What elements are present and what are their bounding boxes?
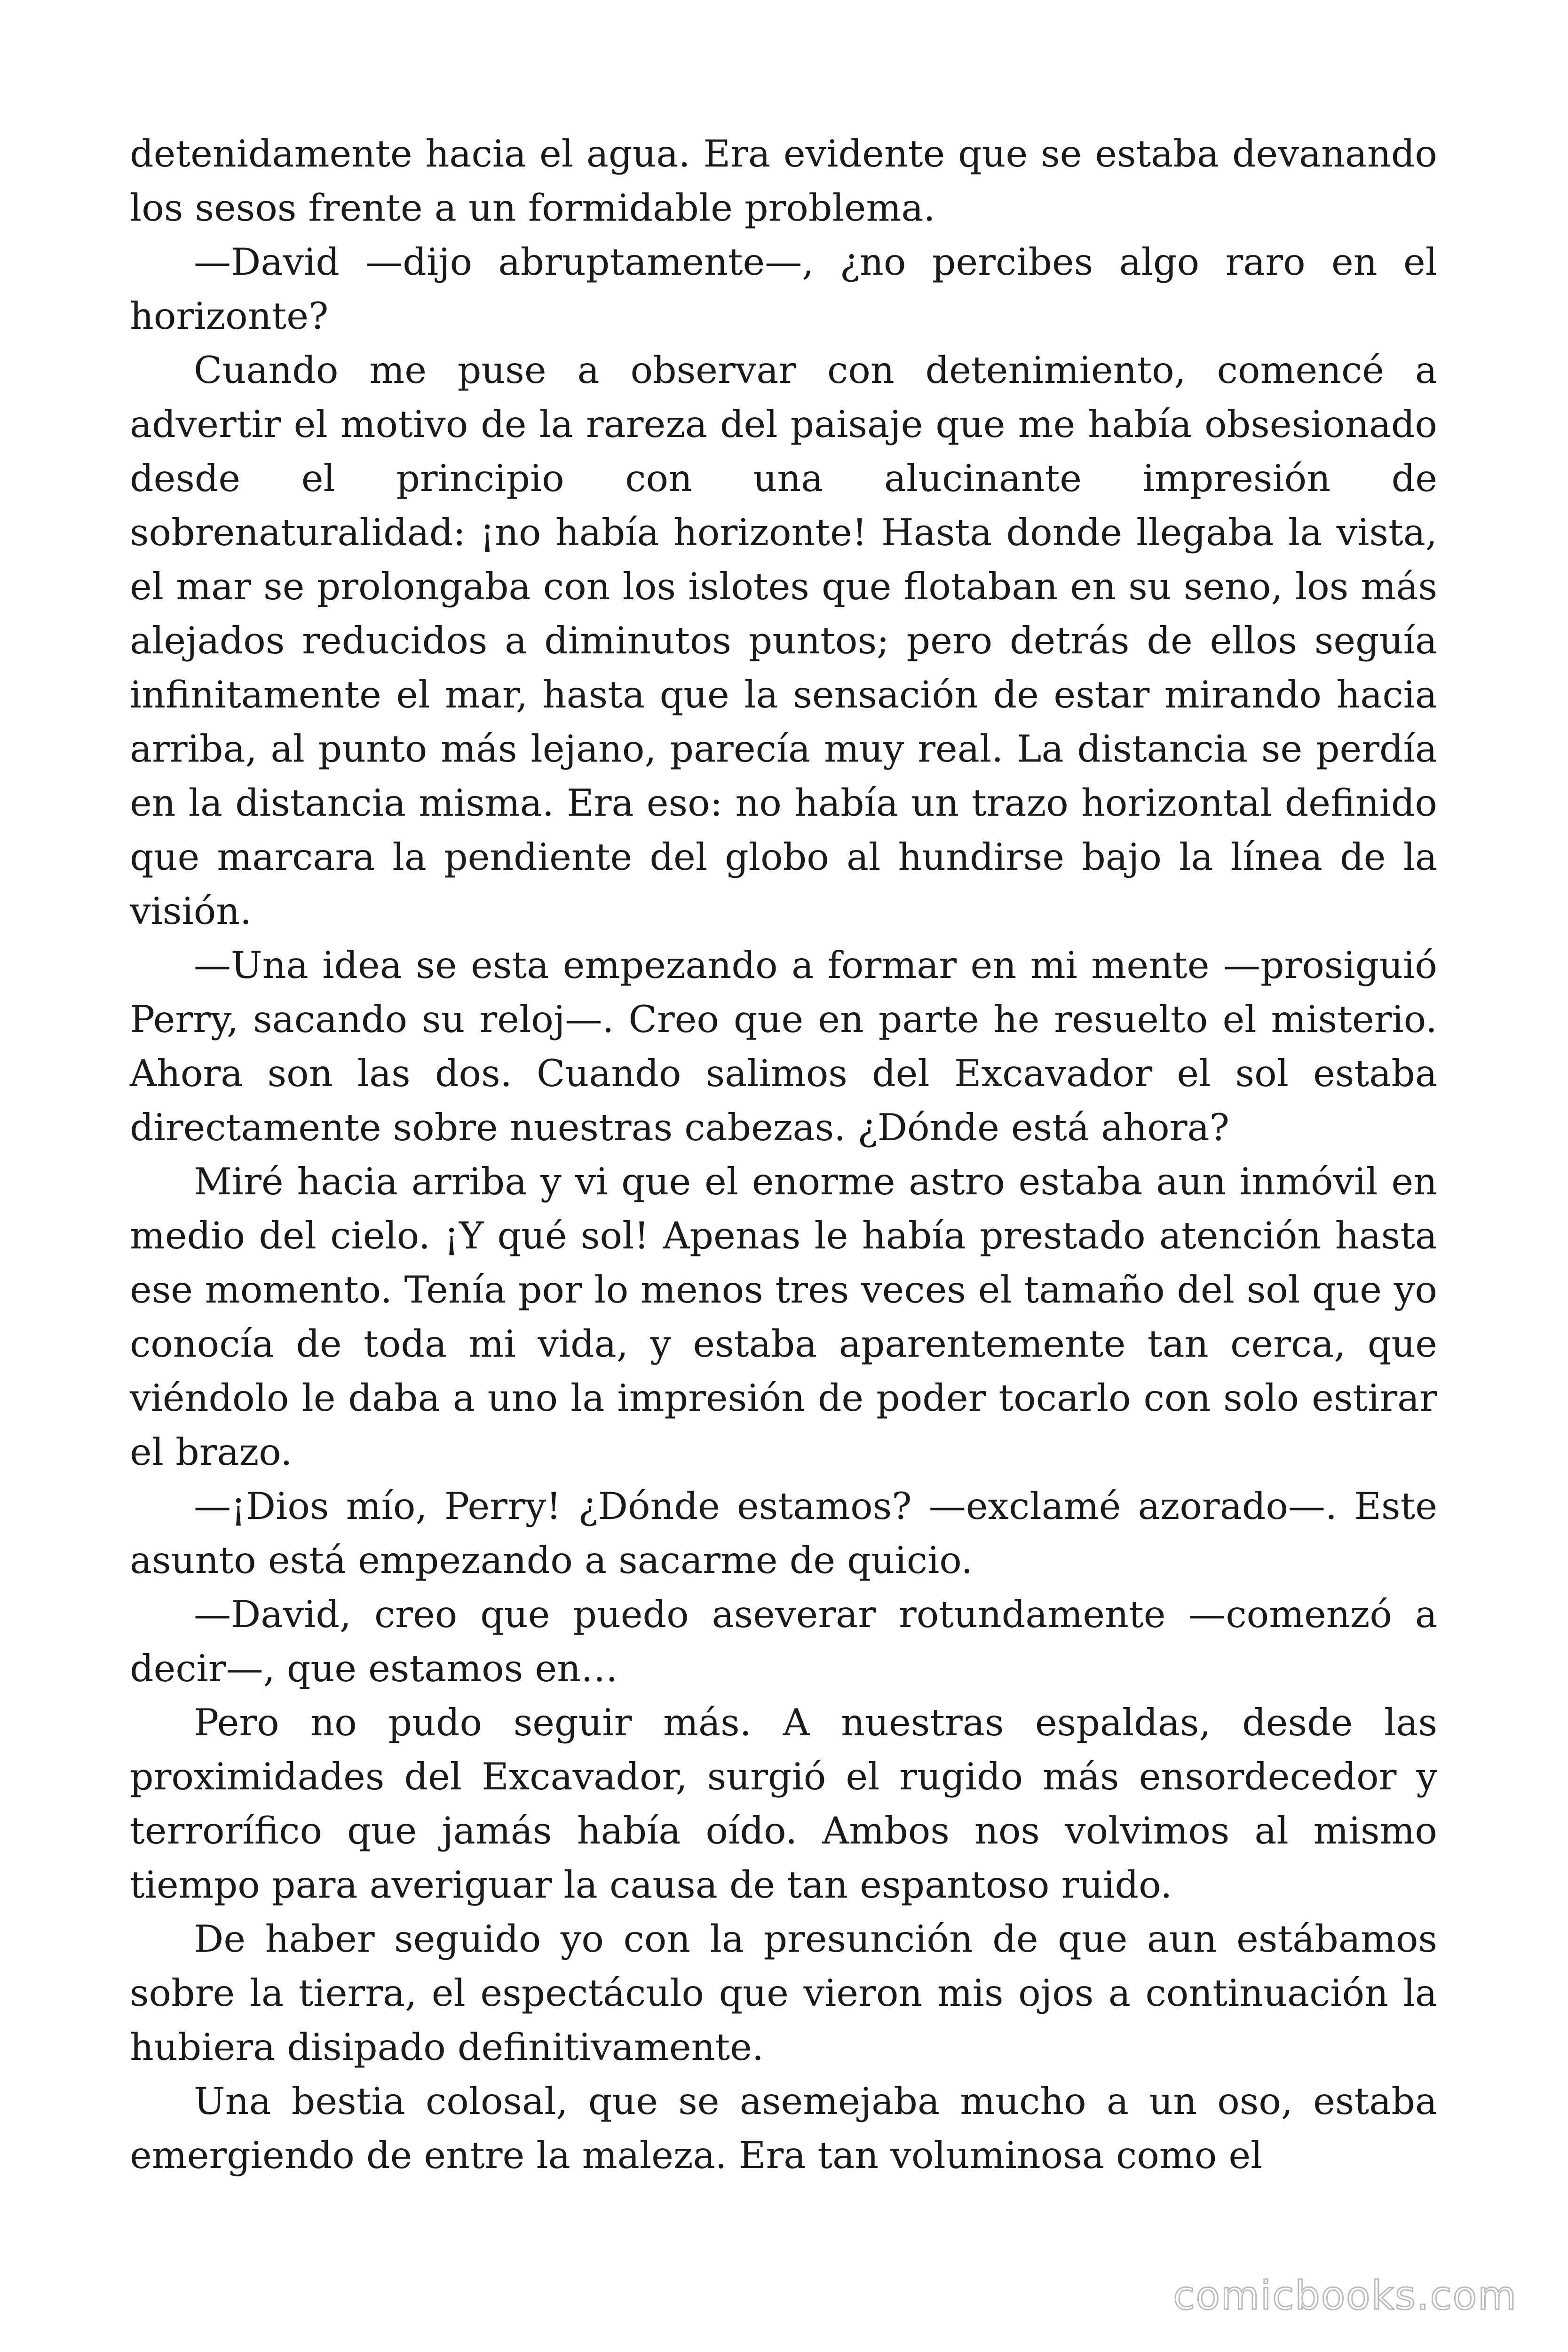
paragraph-7: —David, creo que puedo aseverar rotundamente —comenzó a decir—, que estamos en… bbox=[130, 1593, 1437, 1690]
watermark-logo: comicbooks.com bbox=[1173, 2273, 1517, 2319]
paragraph-4: —Una idea se esta empezando a formar en mi mente —prosiguió Perry, sacando su reloj—. Creo que en parte he resuelto el misterio. Ahora son las dos. Cuando salimos del Excavador el sol estaba directamente sobre nuestras cabezas. ¿Dónde está ahora? bbox=[130, 944, 1437, 1149]
paragraph-1: detenidamente hacia el agua. Era evidente que se estaba devanando los sesos frente a un formidable problema. bbox=[130, 132, 1437, 230]
paragraph-5: Miré hacia arriba y vi que el enorme astro estaba aun inmóvil en medio del cielo. ¡Y qué sol! Apenas le había prestado atención hasta ese momento. Tenía por lo menos tres veces el tamaño del sol que yo conocía de toda mi vida, y estaba aparentemente tan cerca, que viéndolo le daba a uno la impresión de poder tocarlo con solo estirar el brazo. bbox=[130, 1160, 1437, 1474]
paragraph-8: Pero no pudo seguir más. A nuestras espaldas, desde las proximidades del Excavador, surgió el rugido más ensordecedor y terrorífico que jamás había oído. Ambos nos volvimos al mismo tiempo para averiguar la causa de tan espantoso ruido. bbox=[130, 1701, 1437, 1907]
paragraph-10: Una bestia colosal, que se asemejaba mucho a un oso, estaba emergiendo de entre la maleza. Era tan voluminosa como el bbox=[130, 2080, 1437, 2177]
paragraph-2: —David —dijo abruptamente—, ¿no percibes algo raro en el horizonte? bbox=[130, 240, 1437, 338]
paragraph-9: De haber seguido yo con la presunción de que aun estábamos sobre la tierra, el espectáculo que vieron mis ojos a continuación la hubiera disipado definitivamente. bbox=[130, 1917, 1437, 2069]
paragraph-6: —¡Dios mío, Perry! ¿Dónde estamos? —exclamé azorado—. Este asunto está empezando a sacarme de quicio. bbox=[130, 1485, 1437, 1582]
body-text bbox=[130, 127, 1437, 2183]
paragraph-3: Cuando me puse a observar con detenimiento, comencé a advertir el motivo de la rareza del paisaje que me había obsesionado desde el principio con una alucinante impresión de sobrenaturalidad: ¡no había horizonte! Hasta donde llegaba la vista, el mar se prolongaba con los islotes que flotaban en su seno, los más alejados reducidos a diminutos puntos; pero detrás de ellos seguía infinitamente el mar, hasta que la sensación de estar mirando hacia arriba, al punto más lejano, parecía muy real. La distancia se perdía en la distancia misma. Era eso: no había un trazo horizontal definido que marcara la pendiente del globo al hundirse bajo la línea de la visión. bbox=[130, 349, 1437, 933]
